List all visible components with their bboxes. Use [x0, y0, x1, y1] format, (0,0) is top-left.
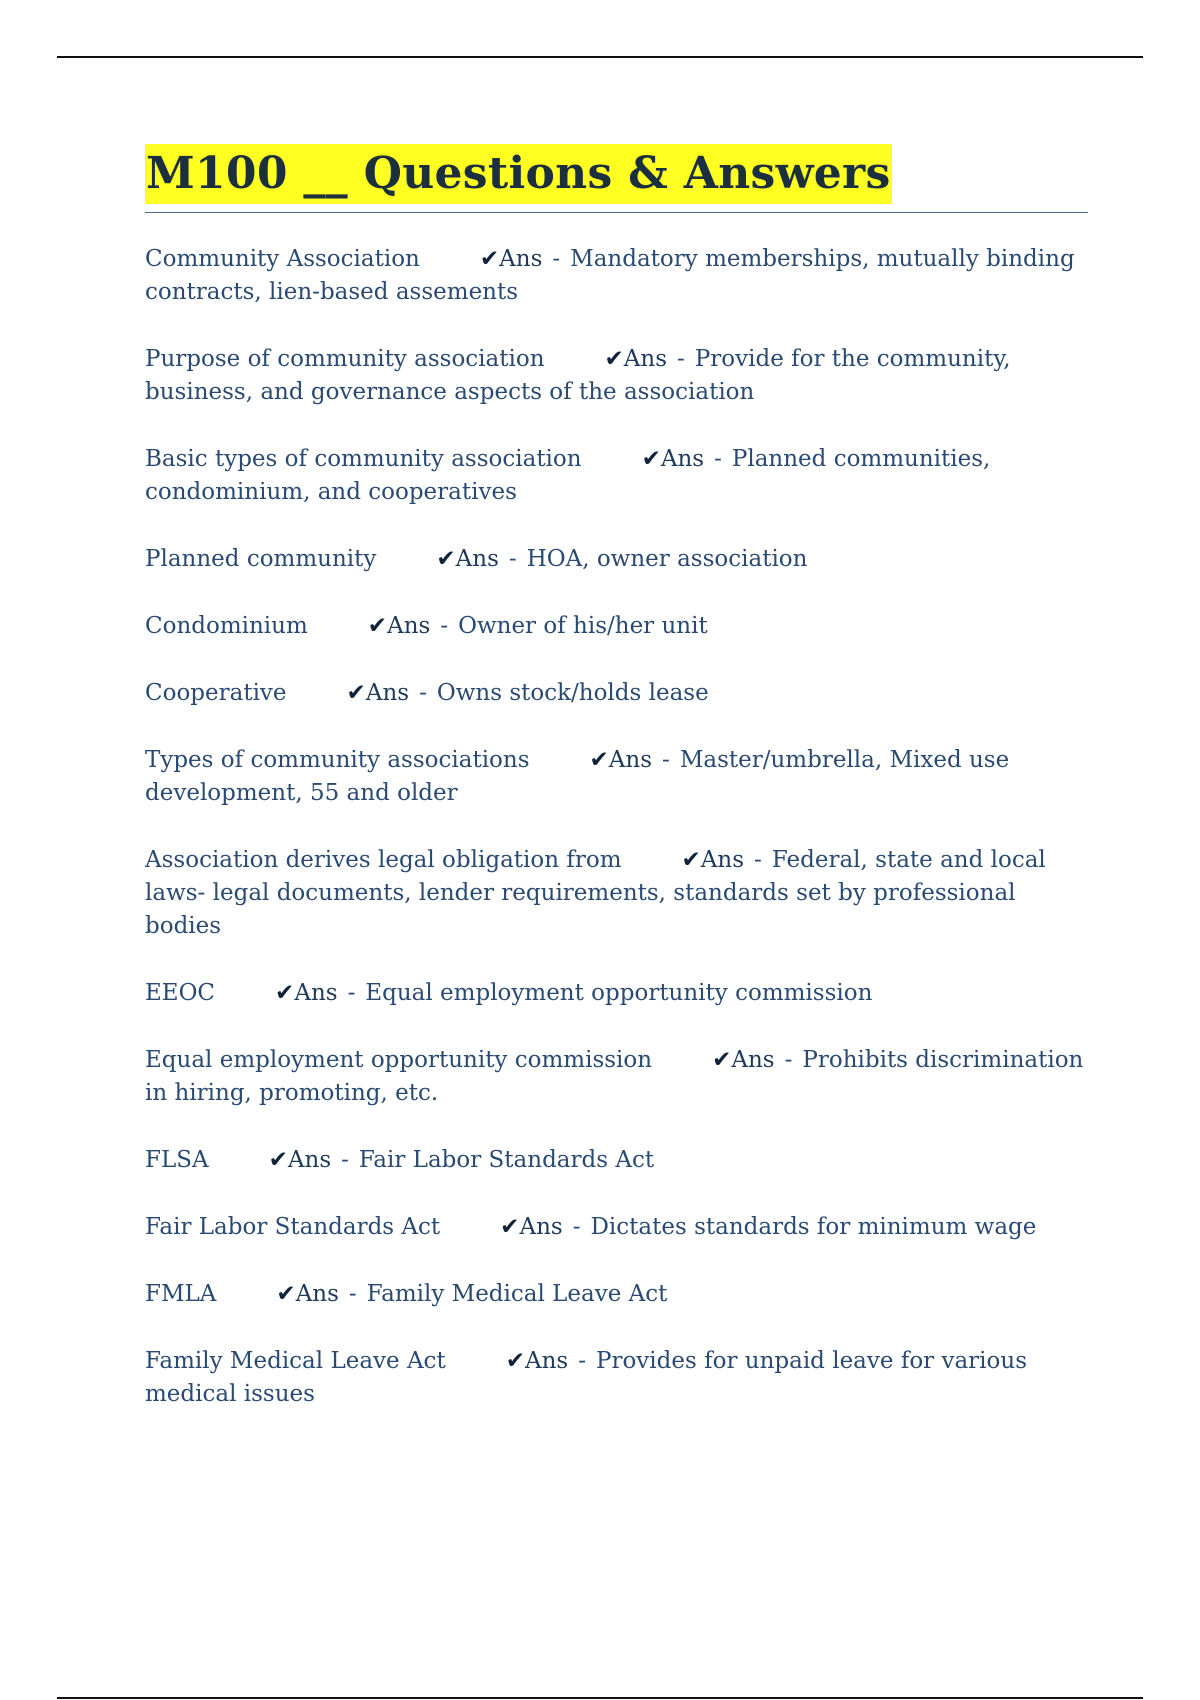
qa-item	[145, 443, 1088, 509]
checkmark-icon: ✔	[367, 613, 388, 639]
checkmark-icon: ✔	[681, 847, 701, 873]
question-text: EEOC	[145, 980, 216, 1006]
answer-text: Equal employment opportunity commission	[365, 980, 873, 1006]
answer-separator: -	[662, 747, 670, 773]
page-top-rule	[57, 56, 1143, 58]
answer-text: HOA, owner association	[526, 546, 808, 572]
answer-text: Mandatory memberships, mutually binding contracts, lien-based assements	[145, 246, 1075, 305]
answer-separator: -	[754, 847, 762, 873]
answer-separator: -	[552, 246, 561, 272]
question-text: FLSA	[145, 1147, 209, 1173]
question-text: Equal employment opportunity commission	[145, 1047, 653, 1073]
answer-separator: -	[419, 680, 427, 706]
question-text: Basic types of community association	[145, 446, 582, 472]
answer-text: Provides for unpaid leave for various medical issues	[145, 1348, 1027, 1407]
answer-text: Prohibits discrimination in hiring, promoting, etc.	[145, 1047, 1084, 1106]
answer-label: Ans	[623, 346, 668, 372]
answer-label: Ans	[455, 546, 499, 572]
checkmark-icon: ✔	[604, 346, 624, 372]
checkmark-icon: ✔	[346, 680, 366, 706]
answer-separator: -	[440, 613, 449, 639]
checkmark-icon: ✔	[500, 1214, 520, 1240]
answer-text: Owns stock/holds lease	[436, 680, 709, 706]
answer-label: Ans	[519, 1214, 563, 1240]
answer-label: Ans	[660, 446, 705, 472]
answer-label: Ans	[524, 1348, 569, 1374]
answer-label: Ans	[608, 747, 653, 773]
checkmark-icon: ✔	[275, 980, 295, 1006]
checkmark-icon: ✔	[276, 1281, 296, 1307]
checkmark-icon: ✔	[505, 1348, 525, 1374]
qa-item	[145, 677, 1088, 710]
answer-separator: -	[347, 980, 356, 1006]
qa-item	[145, 844, 1088, 943]
answer-text: Planned communities, condominium, and cooperatives	[145, 446, 991, 505]
checkmark-icon: ✔	[436, 546, 456, 572]
answer-text: Fair Labor Standards Act	[358, 1147, 655, 1173]
question-text: Planned community	[145, 546, 377, 572]
answer-separator: -	[508, 546, 517, 572]
answer-text: Owner of his/her unit	[458, 613, 708, 639]
answer-separator: -	[578, 1348, 586, 1374]
checkmark-icon: ✔	[712, 1047, 732, 1073]
qa-item	[145, 1345, 1088, 1411]
checkmark-icon: ✔	[641, 446, 661, 472]
question-text: Purpose of community association	[145, 346, 545, 372]
answer-label: Ans	[295, 1281, 339, 1307]
answer-label: Ans	[365, 680, 410, 706]
answer-separator: -	[572, 1214, 581, 1240]
answer-separator: -	[784, 1047, 793, 1073]
answer-separator: -	[341, 1147, 349, 1173]
checkmark-icon: ✔	[589, 747, 609, 773]
answer-text: Federal, state and local laws- legal documents, lender requirements, standards set by professional bodies	[145, 847, 1046, 939]
qa-item	[145, 610, 1088, 643]
qa-item	[145, 243, 1088, 309]
qa-item	[145, 543, 1088, 576]
qa-item	[145, 977, 1088, 1010]
question-text: Community Association	[145, 246, 420, 272]
answer-label: Ans	[700, 847, 745, 873]
answer-text: Provide for the community, business, and governance aspects of the association	[145, 346, 1011, 405]
qa-item	[145, 1278, 1088, 1311]
page-title: M100 __ Questions & Answers	[145, 144, 892, 204]
qa-item	[145, 1211, 1088, 1244]
page-bottom-rule	[57, 1697, 1143, 1699]
question-text: Condominium	[145, 613, 308, 639]
answer-separator: -	[677, 346, 685, 372]
qa-item	[145, 343, 1088, 409]
answer-label: Ans	[387, 613, 431, 639]
document-content	[145, 144, 1088, 1445]
question-text: Fair Labor Standards Act	[145, 1214, 441, 1240]
qa-list	[145, 243, 1088, 1411]
answer-separator: -	[714, 446, 722, 472]
checkmark-icon: ✔	[479, 246, 500, 272]
qa-item	[145, 1044, 1088, 1110]
question-text: Cooperative	[145, 680, 287, 706]
question-text: Types of community associations	[145, 747, 530, 773]
answer-label: Ans	[731, 1047, 775, 1073]
answer-text: Dictates standards for minimum wage	[590, 1214, 1037, 1240]
qa-item	[145, 1144, 1088, 1177]
answer-separator: -	[348, 1281, 357, 1307]
answer-text: Master/umbrella, Mixed use development, 55 and older	[145, 747, 1010, 806]
question-text: FMLA	[145, 1281, 217, 1307]
checkmark-icon: ✔	[268, 1147, 288, 1173]
question-text: Family Medical Leave Act	[145, 1348, 446, 1374]
answer-text: Family Medical Leave Act	[366, 1281, 668, 1307]
title-block	[145, 144, 1088, 213]
answer-label: Ans	[294, 980, 338, 1006]
qa-item	[145, 744, 1088, 810]
answer-label: Ans	[287, 1147, 332, 1173]
answer-label: Ans	[499, 246, 543, 272]
question-text: Association derives legal obligation from	[145, 847, 622, 873]
